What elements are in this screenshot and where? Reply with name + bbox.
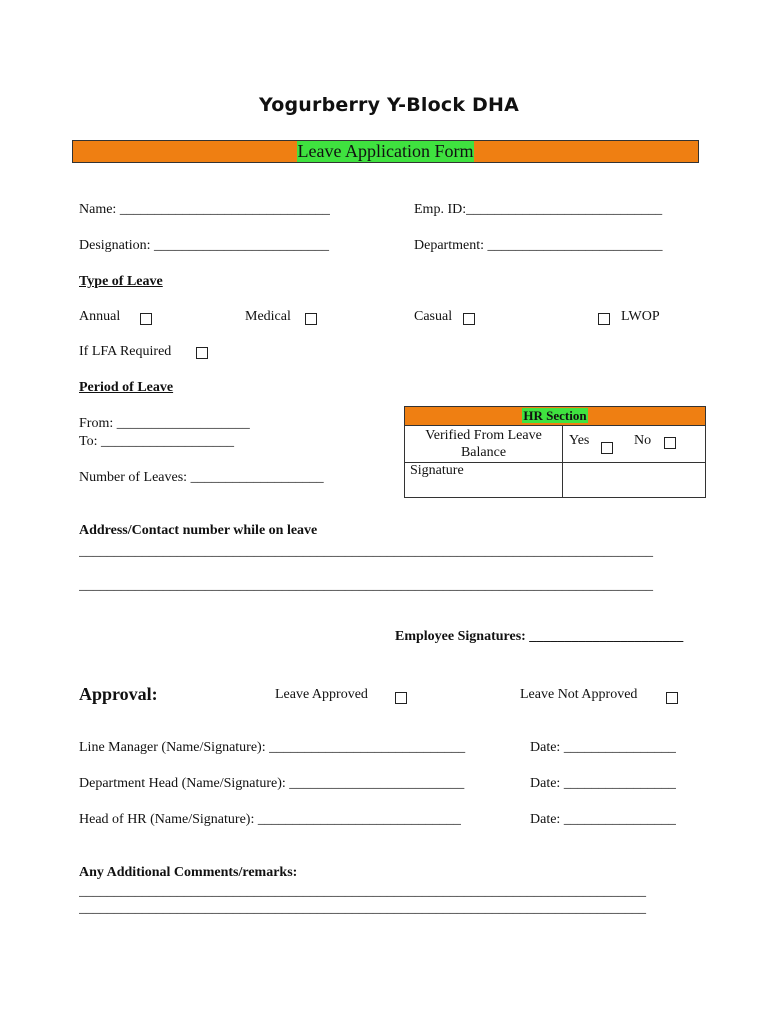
annual-label: Annual xyxy=(79,309,121,324)
leave-not-approved-label: Leave Not Approved xyxy=(520,687,638,702)
department-head-field[interactable]: Department Head (Name/Signature): _________________________ xyxy=(79,776,465,791)
approval-heading: Approval: xyxy=(79,684,158,704)
number-of-leaves-field[interactable]: Number of Leaves: ___________________ xyxy=(79,470,324,485)
address-heading: Address/Contact number while on leave xyxy=(79,523,318,538)
name-field[interactable]: Name: ______________________________ xyxy=(79,202,330,217)
leave-approved-label: Leave Approved xyxy=(275,687,368,702)
yes-checkbox[interactable] xyxy=(601,442,613,454)
company-title: Yogurberry Y-Block DHA xyxy=(259,94,519,116)
lfa-checkbox[interactable] xyxy=(196,347,208,359)
comments-heading: Any Additional Comments/remarks: xyxy=(79,865,298,880)
head-of-hr-field[interactable]: Head of HR (Name/Signature): _____________________________ xyxy=(79,812,461,827)
yes-label: Yes xyxy=(569,433,590,448)
leave-approved-checkbox[interactable] xyxy=(395,692,407,704)
head-of-hr-date-field[interactable]: Date: ________________ xyxy=(530,812,676,827)
casual-checkbox[interactable] xyxy=(463,313,475,325)
annual-checkbox[interactable] xyxy=(140,313,152,325)
lwop-checkbox[interactable] xyxy=(598,313,610,325)
hr-signature-field[interactable] xyxy=(563,463,705,497)
to-field[interactable]: To: ___________________ xyxy=(79,434,234,449)
department-head-date-field[interactable]: Date: ________________ xyxy=(530,776,676,791)
comments-line-1[interactable]: _________________________________________________________________________________ xyxy=(79,884,646,899)
employee-signature-field[interactable]: Employee Signatures: ______________________ xyxy=(395,629,684,644)
leave-not-approved-checkbox[interactable] xyxy=(666,692,678,704)
address-line-1[interactable]: __________________________________________________________________________________ xyxy=(79,544,653,559)
address-line-2[interactable]: __________________________________________________________________________________ xyxy=(79,578,653,593)
hr-section-title: HR Section xyxy=(523,408,587,423)
lwop-label: LWOP xyxy=(621,309,660,324)
no-label: No xyxy=(634,433,652,448)
comments-line-2[interactable]: _________________________________________________________________________________ xyxy=(79,901,646,916)
verified-label-line2: Balance xyxy=(460,445,507,460)
hr-section-table xyxy=(404,406,706,498)
department-field[interactable]: Department: _________________________ xyxy=(414,238,663,253)
hr-section-header xyxy=(405,407,705,426)
designation-field[interactable]: Designation: _________________________ xyxy=(79,238,330,253)
form-title: Leave Application Form xyxy=(297,141,474,161)
casual-label: Casual xyxy=(414,309,453,324)
from-field[interactable]: From: ___________________ xyxy=(79,416,250,431)
type-of-leave-heading: Type of Leave xyxy=(79,274,163,289)
period-of-leave-heading: Period of Leave xyxy=(79,380,174,395)
line-manager-date-field[interactable]: Date: ________________ xyxy=(530,740,676,755)
no-checkbox[interactable] xyxy=(664,437,676,449)
medical-checkbox[interactable] xyxy=(305,313,317,325)
line-manager-field[interactable]: Line Manager (Name/Signature): ____________________________ xyxy=(79,740,466,755)
verified-label xyxy=(405,427,562,461)
emp-id-field[interactable]: Emp. ID:____________________________ xyxy=(414,202,663,217)
form-title-banner xyxy=(72,140,699,163)
medical-label: Medical xyxy=(245,309,291,324)
verified-label-line1: Verified From Leave xyxy=(425,428,542,443)
lfa-label: If LFA Required xyxy=(79,344,172,359)
hr-signature-label: Signature xyxy=(410,463,464,478)
